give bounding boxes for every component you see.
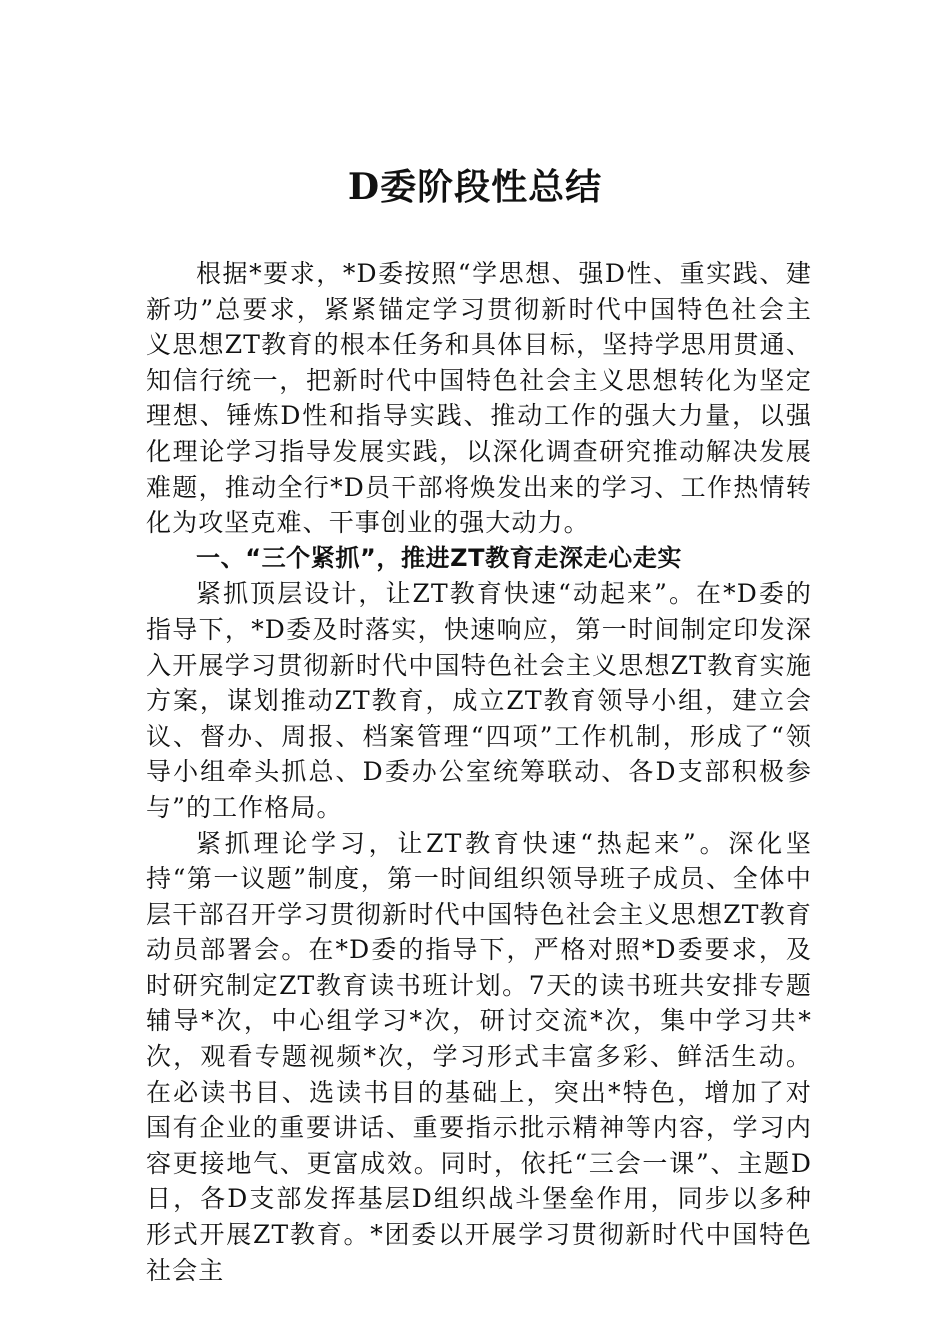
intro-paragraph: 根据*要求，*D委按照“学思想、强D性、重实践、建新功”总要求，紧紧锚定学习贯彻新时代中国特色社会主义思想ZT教育的根本任务和具体目标，坚持学思用贯通、知信行统一，把新时代中国特色社会主义思想转化为坚定理想、锤炼D性和指导实践、推动工作的强大力量，以强化理论学习指导发展实践，以深化调查研究推动解决发展难题，推动全行*D员干部将焕发出来的学习、工作热情转化为攻坚克难、干事创业的强大动力。 bbox=[146, 259, 812, 538]
body-paragraph-top-design: 紧抓顶层设计，让ZT教育快速“动起来”。在*D委的指导下，*D委及时落实，快速响应，第一时间制定印发深入开展学习贯彻新时代中国特色社会主义思想ZT教育实施方案，谋划推动ZT教育，成立ZT教育领导小组，建立会议、督办、周报、档案管理“四项”工作机制，形成了“领导小组牵头抓总、D委办公室统筹联动、各D支部积极参与”的工作格局。 bbox=[146, 579, 812, 822]
document-title: D委阶段性总结 bbox=[347, 166, 603, 208]
document-body bbox=[146, 256, 812, 1288]
section-heading: 一、“三个紧抓”，推进ZT教育走深走心走实 bbox=[196, 543, 682, 572]
body-paragraph-theory-study: 紧抓理论学习，让ZT教育快速“热起来”。深化坚持“第一议题”制度，第一时间组织领导班子成员、全体中层干部召开学习贯彻新时代中国特色社会主义思想ZT教育动员部署会。在*D委的指导下，严格对照*D委要求，及时研究制定ZT教育读书班计划。7天的读书班共安排专题辅导*次，中心组学习*次，研讨交流*次，集中学习共*次，观看专题视频*次，学习形式丰富多彩、鲜活生动。在必读书目、选读书目的基础上，突出*特色，增加了对国有企业的重要讲话、重要指示批示精神等内容，学习内容更接地气、更富成效。同时，依托“三会一课”、主题D日，各D支部发挥基层D组织战斗堡垒作用，同步以多种形式开展ZT教育。*团委以开展学习贯彻新时代中国特色社会主 bbox=[146, 828, 812, 1285]
